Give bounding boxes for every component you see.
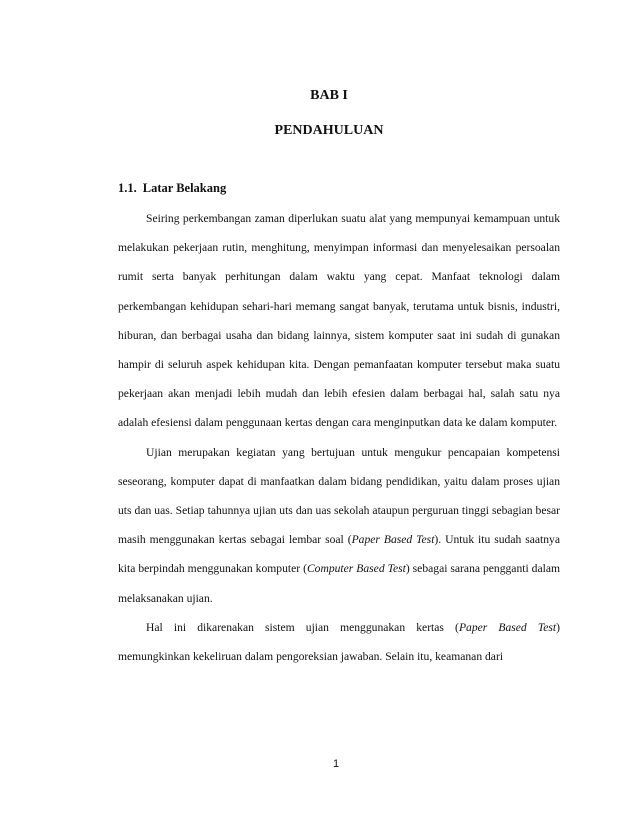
paragraph-text: ) sebagai sarana pengganti dalam melaksanakan ujian.: [118, 562, 560, 605]
italic-term: Computer Based Test: [306, 562, 406, 576]
section-number: 1.1.: [118, 181, 137, 195]
italic-term: Paper Based Test: [458, 620, 557, 634]
paragraph-2: [118, 438, 560, 613]
paragraph-text: Seiring perkembangan zaman diperlukan suatu alat yang mempunyai kemampuan untuk melakukan pekerjaan rutin, menghitung, menyimpan informasi dan menyelesaikan persoalan rumit serta banyak perhitungan dalam waktu yang cepat. Manfaat teknologi dalam perkembangan kehidupan sehari-hari memang sangat banyak, terutama untuk bisnis, industri, hiburan, dan berbagai usaha dan bidang lainnya, sistem komputer saat ini sudah di gunakan hampir di seluruh aspek kehidupan kita. Dengan pemanfaatan komputer tersebut maka suatu pekerjaan akan menjadi lebih mudah dan lebih efesien dalam berbagai hal, salah satu nya adalah efesiensi dalam penggunaan kertas dengan cara menginputkan data ke dalam komputer.: [118, 212, 560, 430]
body-text: [118, 204, 560, 671]
paragraph-3: [118, 613, 560, 671]
section-title: Latar Belakang: [142, 181, 227, 195]
italic-term: Paper Based Test: [351, 533, 435, 547]
paragraph-text: ). Untuk itu sudah saatnya kita berpindah menggunakan komputer (: [118, 533, 561, 576]
paragraph-text: ) memungkinkan kekeliruan dalam pengoreksian jawaban. Selain itu, keamanan dari: [118, 620, 560, 664]
page-number: 1: [332, 758, 340, 770]
paragraph-text: Hal ini dikarenakan sistem ujian menggunakan kertas (: [146, 620, 459, 634]
chapter-title: PENDAHULUAN: [274, 123, 384, 138]
chapter-label: BAB I: [310, 88, 348, 103]
section-heading: [118, 181, 226, 196]
paragraph-1: [118, 204, 560, 438]
paragraph-text: Ujian merupakan kegiatan yang bertujuan untuk mengukur pencapaian kompetensi seseorang, komputer dapat di manfaatkan dalam bidang pendidikan, yaitu dalam proses ujian uts dan uas. Setiap tahunnya ujian uts dan uas sekolah ataupun perguruan tinggi sebagian besar masih menggunakan kertas sebagai lembar soal (: [118, 445, 560, 547]
